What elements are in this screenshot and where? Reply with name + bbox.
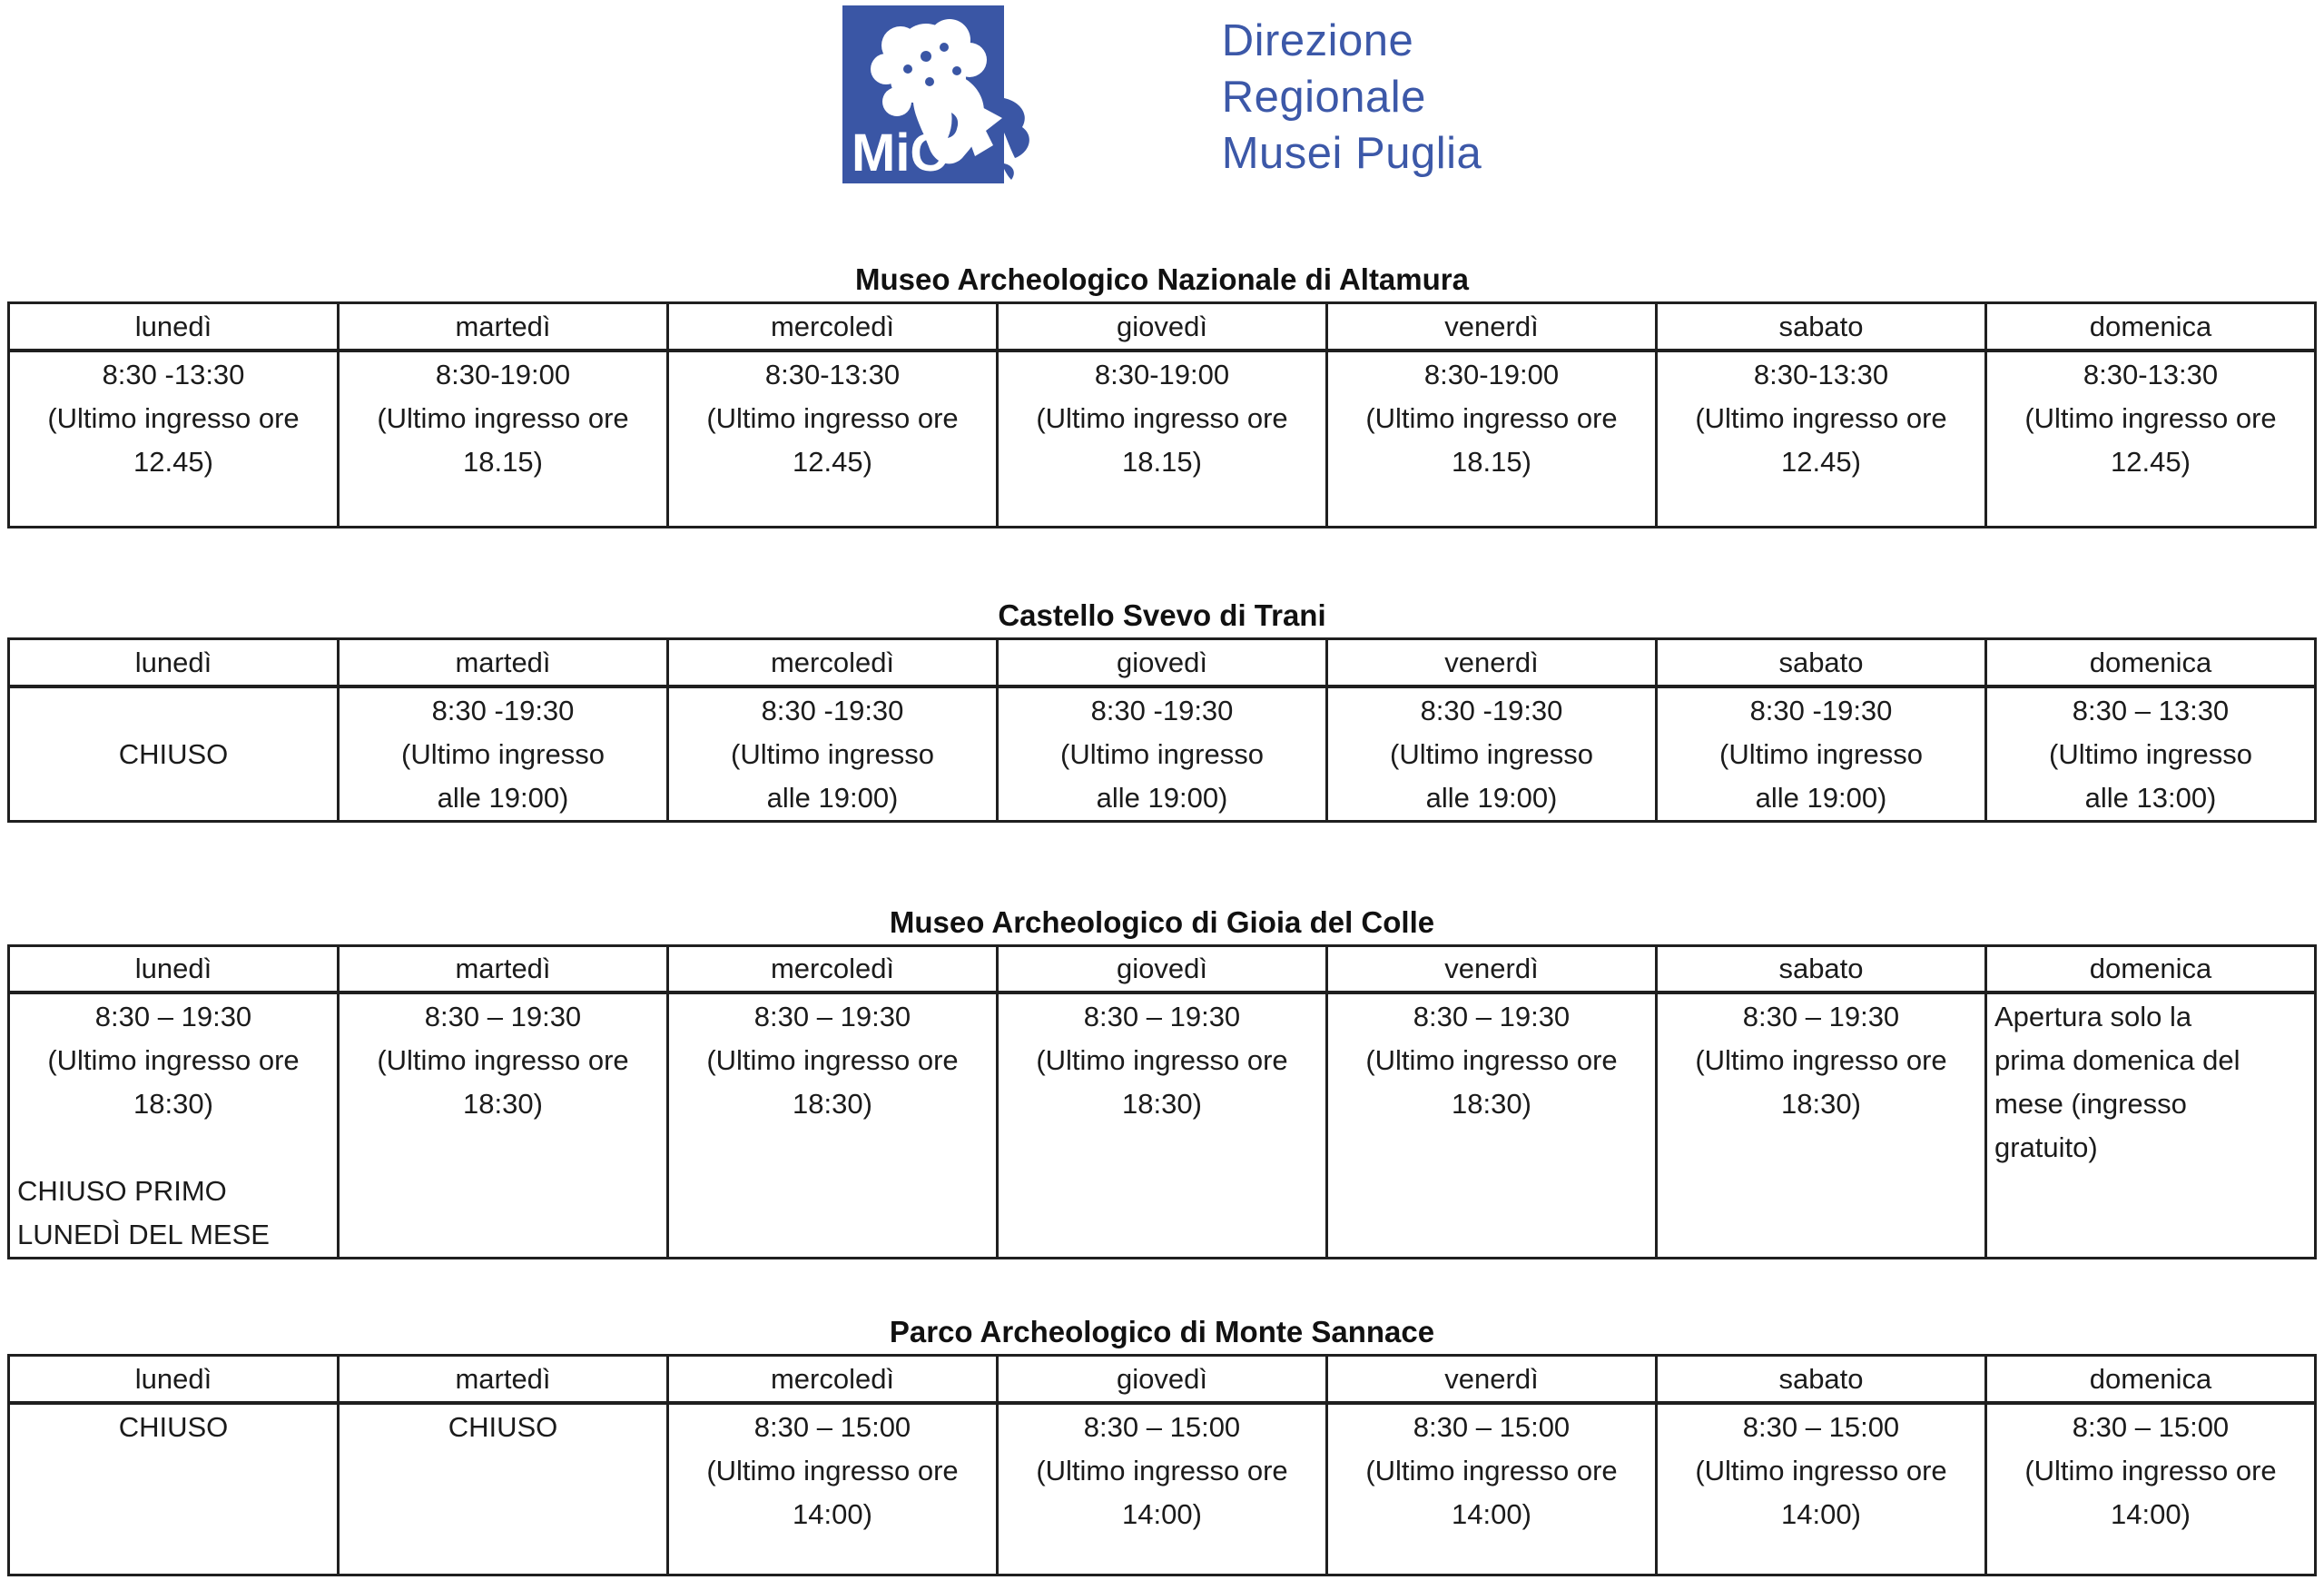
schedule-table-gioia-del-colle	[7, 944, 2317, 1260]
mic-wordmark: MiC	[851, 123, 949, 183]
schedule-text: 8:30 – 19:30	[1742, 1001, 1900, 1032]
schedule-text: mese (ingresso	[1994, 1088, 2187, 1120]
schedule-cell	[998, 351, 1327, 528]
schedule-text: 8:30 – 19:30	[94, 1001, 252, 1032]
schedule-cell	[1657, 686, 1986, 822]
schedule-cell	[998, 1403, 1327, 1575]
schedule-text: 8:30 – 19:30	[1083, 1001, 1241, 1032]
day-header: domenica	[1986, 303, 2316, 351]
schedule-text: 18.15)	[463, 445, 543, 478]
day-header: martedì	[339, 303, 668, 351]
schedule-text: (Ultimo ingresso ore	[706, 1454, 959, 1486]
section-gioia-del-colle	[0, 903, 2324, 1260]
museum-title: Castello Svevo di Trani	[998, 598, 1326, 632]
logo-text-line: Regionale	[1221, 73, 1426, 122]
schedule-text: (Ultimo ingresso	[1060, 737, 1264, 770]
schedule-cell	[668, 686, 998, 822]
schedule-text: 18:30)	[1122, 1088, 1202, 1120]
schedule-text: 8:30 – 13:30	[2072, 694, 2230, 726]
schedule-cell	[339, 993, 668, 1259]
schedule-cell	[1657, 993, 1986, 1259]
schedule-text: (Ultimo ingresso ore	[377, 1044, 629, 1076]
schedule-text: 8:30 -19:30	[761, 694, 904, 726]
sculpture-profile-overflow	[1004, 98, 1029, 158]
schedule-text: alle 19:00)	[1755, 781, 1887, 814]
logo-text-line: Direzione	[1221, 16, 1414, 65]
day-header: venerdì	[1327, 639, 1657, 686]
schedule-text: 8:30-13:30	[2083, 358, 2219, 390]
day-header: domenica	[1986, 945, 2316, 993]
schedule-text: (Ultimo ingresso	[1719, 737, 1923, 770]
schedule-text: 18:30)	[133, 1088, 213, 1120]
schedule-text: CHIUSO	[448, 1410, 558, 1443]
schedule-text: 8:30-13:30	[1753, 358, 1889, 390]
schedule-text: 8:30-13:30	[764, 358, 901, 390]
day-header: sabato	[1657, 303, 1986, 351]
schedule-text: 8:30 – 15:00	[2072, 1410, 2230, 1443]
schedule-text: CHIUSO PRIMO	[17, 1175, 227, 1207]
day-header: mercoledì	[668, 639, 998, 686]
schedule-text: 12.45)	[1781, 445, 1861, 478]
schedule-text: 8:30 – 15:00	[753, 1410, 911, 1443]
schedule-text: 8:30 -13:30	[102, 358, 245, 390]
schedule-text: 14:00)	[1122, 1497, 1202, 1530]
day-header: domenica	[1986, 639, 2316, 686]
schedule-text: 8:30 -19:30	[1090, 694, 1234, 726]
schedule-cell	[1986, 351, 2316, 528]
day-header: mercoledì	[668, 1356, 998, 1403]
schedule-text: 8:30 -19:30	[431, 694, 575, 726]
day-header: giovedì	[998, 303, 1327, 351]
day-header: lunedì	[9, 1356, 339, 1403]
day-header: venerdì	[1327, 303, 1657, 351]
schedule-text: 8:30 – 19:30	[753, 1001, 911, 1032]
schedule-text: (Ultimo ingresso ore	[1365, 401, 1618, 434]
schedule-cell	[1327, 1403, 1657, 1575]
schedule-cell	[668, 993, 998, 1259]
schedule-document	[0, 260, 2324, 1576]
schedule-text: (Ultimo ingresso	[731, 737, 934, 770]
schedule-table-altamura	[7, 301, 2317, 528]
logo	[0, 4, 2324, 185]
schedule-cell	[1986, 686, 2316, 822]
schedule-text: 8:30 – 15:00	[1083, 1410, 1241, 1443]
day-header: sabato	[1657, 1356, 1986, 1403]
schedule-text: (Ultimo ingresso	[1390, 737, 1593, 770]
schedule-text: alle 19:00)	[1425, 781, 1558, 814]
day-header: sabato	[1657, 945, 1986, 993]
museum-title: Museo Archeologico Nazionale di Altamura	[854, 262, 1469, 296]
day-header: venerdì	[1327, 945, 1657, 993]
schedule-text: 14:00)	[2111, 1497, 2191, 1530]
schedule-table-trani	[7, 637, 2317, 823]
schedule-text: 18.15)	[1452, 445, 1531, 478]
schedule-text: (Ultimo ingresso ore	[1036, 401, 1288, 434]
schedule-text: alle 19:00)	[766, 781, 899, 814]
schedule-text: (Ultimo ingresso ore	[2024, 1454, 2277, 1486]
schedule-text	[17, 1126, 330, 1170]
schedule-text: (Ultimo ingresso ore	[1036, 1454, 1288, 1486]
schedule-text: 18:30)	[463, 1088, 543, 1120]
schedule-text: 18:30)	[1781, 1088, 1861, 1120]
schedule-text: prima domenica del	[1994, 1044, 2240, 1076]
schedule-text: (Ultimo ingresso ore	[1695, 1044, 1947, 1076]
schedule-cell	[9, 1403, 339, 1575]
schedule-text: 8:30 -19:30	[1749, 694, 1893, 726]
schedule-text: (Ultimo ingresso	[2049, 737, 2252, 770]
day-header: lunedì	[9, 303, 339, 351]
day-header: giovedì	[998, 1356, 1327, 1403]
schedule-cell	[1986, 1403, 2316, 1575]
schedule-cell	[339, 351, 668, 528]
schedule-cell	[9, 993, 339, 1259]
schedule-text: alle 19:00)	[1096, 781, 1228, 814]
schedule-text: (Ultimo ingresso ore	[706, 401, 959, 434]
day-header: venerdì	[1327, 1356, 1657, 1403]
day-header: lunedì	[9, 945, 339, 993]
schedule-text: CHIUSO	[118, 737, 229, 770]
schedule-cell	[998, 686, 1327, 822]
logo-text	[1222, 13, 1482, 182]
schedule-text: 14:00)	[793, 1497, 872, 1530]
schedule-text: alle 13:00)	[2084, 781, 2217, 814]
day-header: martedì	[339, 945, 668, 993]
schedule-text: 8:30 – 19:30	[424, 1001, 582, 1032]
schedule-text: (Ultimo ingresso	[401, 737, 605, 770]
day-header: mercoledì	[668, 945, 998, 993]
schedule-text: gratuito)	[1994, 1131, 2098, 1163]
section-altamura	[0, 260, 2324, 528]
day-header: domenica	[1986, 1356, 2316, 1403]
schedule-text: 18:30)	[1452, 1088, 1531, 1120]
schedule-text: 14:00)	[1781, 1497, 1861, 1530]
day-header: lunedì	[9, 639, 339, 686]
schedule-cell	[339, 686, 668, 822]
schedule-text: (Ultimo ingresso ore	[1036, 1044, 1288, 1076]
schedule-cell	[668, 351, 998, 528]
museum-title: Parco Archeologico di Monte Sannace	[889, 1315, 1435, 1348]
schedule-text: 8:30 – 15:00	[1742, 1410, 1900, 1443]
schedule-cell	[9, 686, 339, 822]
schedule-cell	[998, 993, 1327, 1259]
schedule-text: 8:30-19:00	[1094, 358, 1230, 390]
museum-title: Museo Archeologico di Gioia del Colle	[889, 904, 1435, 939]
section-monte-sannace	[0, 1312, 2324, 1576]
schedule-cell	[668, 1403, 998, 1575]
schedule-cell	[339, 1403, 668, 1575]
schedule-text: 8:30-19:00	[435, 358, 571, 390]
schedule-text: 8:30-19:00	[1423, 358, 1560, 390]
schedule-text: CHIUSO	[118, 1410, 229, 1443]
schedule-text: 12.45)	[2111, 445, 2191, 478]
schedule-text: (Ultimo ingresso ore	[1365, 1044, 1618, 1076]
day-header: martedì	[339, 1356, 668, 1403]
schedule-text: 8:30 – 15:00	[1413, 1410, 1571, 1443]
schedule-text: 14:00)	[1452, 1497, 1531, 1530]
schedule-cell	[1986, 993, 2316, 1259]
schedule-text: (Ultimo ingresso ore	[706, 1044, 959, 1076]
schedule-text: (Ultimo ingresso ore	[47, 1044, 300, 1076]
schedule-text: 12.45)	[793, 445, 872, 478]
section-trani	[0, 596, 2324, 823]
schedule-cell	[1657, 351, 1986, 528]
schedule-text: (Ultimo ingresso ore	[377, 401, 629, 434]
schedule-cell	[1327, 351, 1657, 528]
schedule-cell	[1327, 686, 1657, 822]
day-header: giovedì	[998, 945, 1327, 993]
day-header: martedì	[339, 639, 668, 686]
logo-text-line: Musei Puglia	[1221, 129, 1482, 178]
schedule-text: LUNEDÌ DEL MESE	[17, 1219, 270, 1250]
mic-logo	[842, 4, 1209, 185]
schedule-text: Apertura solo la	[1994, 1001, 2192, 1032]
schedule-text: alle 19:00)	[437, 781, 569, 814]
schedule-cell	[1327, 993, 1657, 1259]
schedule-text: (Ultimo ingresso ore	[1695, 401, 1947, 434]
schedule-text: (Ultimo ingresso ore	[47, 401, 300, 434]
schedule-text: (Ultimo ingresso ore	[1695, 1454, 1947, 1486]
schedule-text: 18.15)	[1122, 445, 1202, 478]
schedule-text: (Ultimo ingresso ore	[1365, 1454, 1618, 1486]
day-header: sabato	[1657, 639, 1986, 686]
day-header: giovedì	[998, 639, 1327, 686]
schedule-text: (Ultimo ingresso ore	[2024, 401, 2277, 434]
day-header: mercoledì	[668, 303, 998, 351]
schedule-text: 12.45)	[133, 445, 213, 478]
schedule-cell	[1657, 1403, 1986, 1575]
schedule-cell	[9, 351, 339, 528]
schedule-text: 18:30)	[793, 1088, 872, 1120]
schedule-text: 8:30 -19:30	[1420, 694, 1563, 726]
schedule-table-monte-sannace	[7, 1354, 2317, 1576]
schedule-text: 8:30 – 19:30	[1413, 1001, 1571, 1032]
